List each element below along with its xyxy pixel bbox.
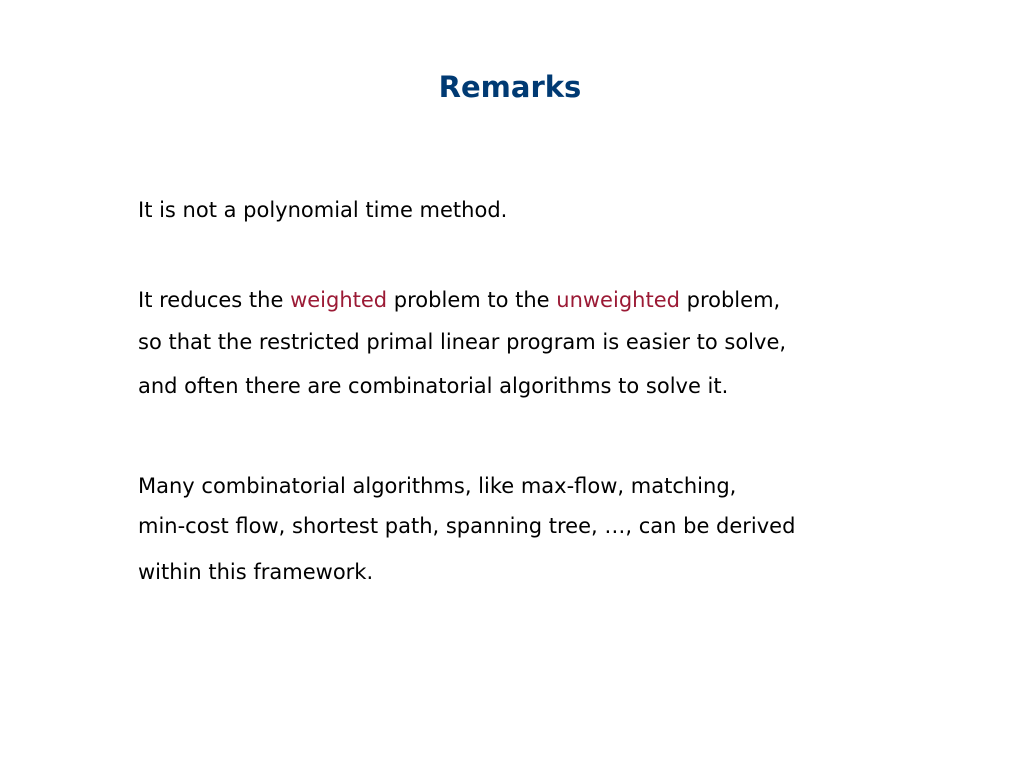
highlight-unweighted: unweighted bbox=[556, 288, 680, 312]
remark-line bbox=[138, 285, 786, 315]
slide-title: Remarks bbox=[438, 70, 582, 104]
remark-line: It is not a polynomial time method. bbox=[138, 198, 508, 222]
remark-line: so that the restricted primal linear program is easier to solve, bbox=[138, 330, 787, 354]
text-segment: It reduces the bbox=[138, 288, 291, 312]
remark-line: within this framework. bbox=[138, 560, 374, 584]
remark-line: Many combinatorial algorithms, like max-flow, matching, bbox=[138, 474, 737, 498]
remark-line: and often there are combinatorial algorithms to solve it. bbox=[138, 374, 729, 398]
remark-reduces-weighted bbox=[138, 285, 786, 401]
remark-not-polynomial bbox=[138, 196, 507, 224]
text-segment: problem, bbox=[679, 288, 781, 312]
highlight-weighted: weighted bbox=[290, 288, 388, 312]
text-segment: problem to the bbox=[387, 288, 557, 312]
remark-line: min-cost flow, shortest path, spanning tree, …, can be derived bbox=[138, 514, 796, 538]
remark-combinatorial-algorithms bbox=[138, 471, 795, 587]
